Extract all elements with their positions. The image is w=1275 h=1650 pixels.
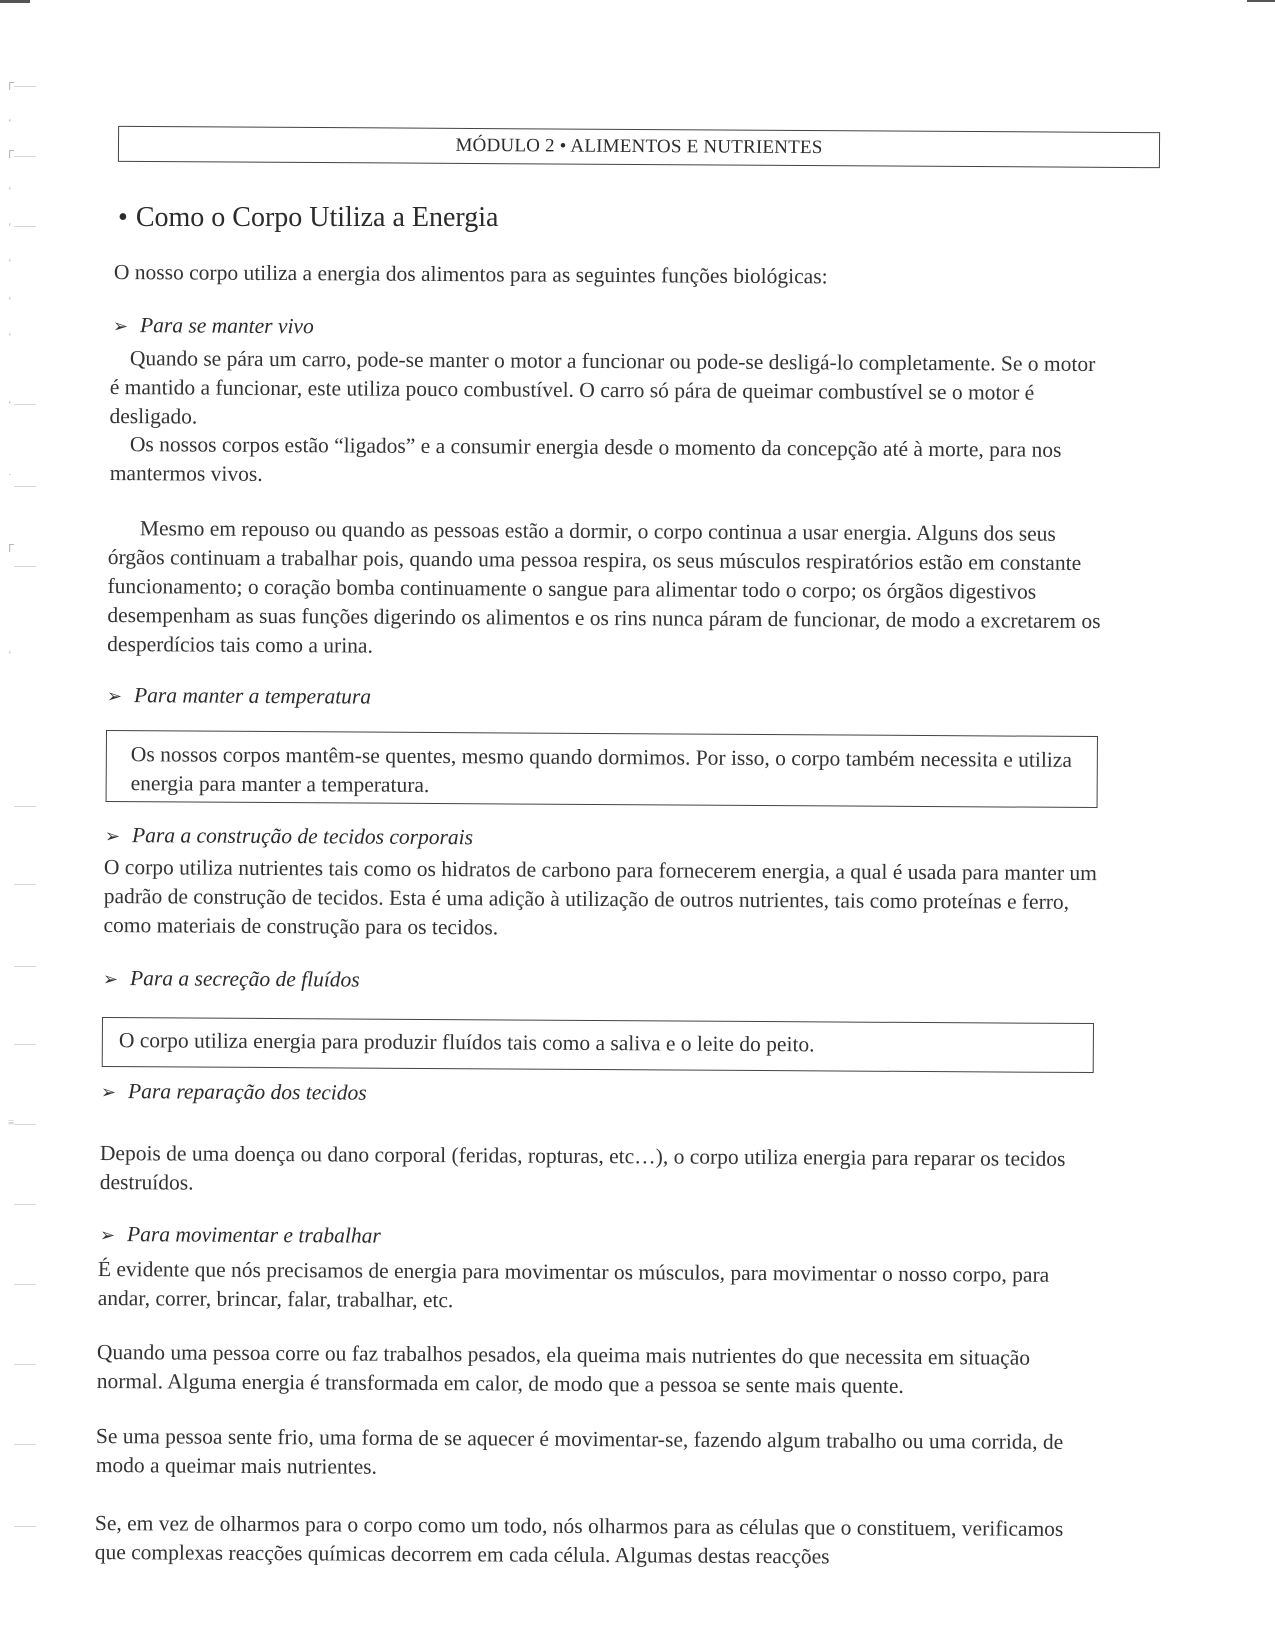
temperature-callout-box	[106, 730, 1098, 808]
subheading-movimentar-trabalhar: ➢ Para movimentar e trabalhar	[99, 1222, 381, 1248]
paragraph: Se, em vez de olharmos para o corpo como um todo, nós olharmos para as células que o constituem, verificamos que complexas reacções químicas decorrem em cada célula. Algumas destas reacções	[94, 1511, 1064, 1569]
paragraph: O corpo utiliza nutrientes tais como os hidratos de carbono para fornecerem energia, a qual é usada para manter um padrão de construção de tecidos. Esta é uma adição à utilização de outros nutrientes, tais como proteínas e ferro, como materiais de construção para os tecidos.	[103, 854, 1097, 940]
arrow-bullet-icon: ➢	[112, 315, 129, 337]
paragraph: Os nossos corpos estão “ligados” e a consumir energia desde o momento da concepção até à morte, para nos mantermos vivos.	[109, 432, 1062, 486]
paragraph: Quando uma pessoa corre ou faz trabalhos pesados, ela queima mais nutrientes do que necessita em situação normal. Alguma energia é transformada em calor, de modo que a pessoa se sente mais quente.	[96, 1340, 1031, 1398]
arrow-bullet-icon: ➢	[106, 685, 123, 707]
arrow-bullet-icon: ➢	[102, 968, 119, 990]
module-header-box	[118, 126, 1160, 168]
paragraph: Se uma pessoa sente frio, uma forma de se aquecer é movimentar-se, fazendo algum trabalho ou uma corrida, de modo a queimar mais nutrientes.	[95, 1424, 1064, 1479]
fluids-callout-box	[102, 1017, 1094, 1073]
section-title-text: Como o Corpo Utiliza a Energia	[135, 202, 499, 233]
arrow-bullet-icon: ➢	[100, 1082, 117, 1103]
section-title	[118, 202, 498, 234]
subheading-temperatura: ➢ Para manter a temperatura	[106, 683, 372, 709]
arrow-bullet-icon: ➢	[99, 1225, 116, 1246]
paragraph: Mesmo em repouso ou quando as pessoas estão a dormir, o corpo continua a usar energia. Alguns dos seus órgãos continuam a trabalhar pois, quando uma pessoa respira, os seus músculos respiratórios estão em constante funcionamento; o coração bomba continuamente o sangue para alimentar todo o corpo; os órgãos digestivos desempenham as suas funções digerindo os alimentos e os rins nunca páram de funcionar, de modo a excretarem os desperdícios tais como a urina.	[107, 516, 1101, 658]
paragraph: É evidente que nós precisamos de energia para movimentar os músculos, para movimentar o nosso corpo, para andar, correr, brincar, falar, trabalhar, etc.	[97, 1257, 1050, 1313]
paragraph: O corpo utiliza energia para produzir fluídos tais como a saliva e o leite do peito.	[118, 1028, 815, 1057]
paragraph: Quando se pára um carro, pode-se manter o motor a funcionar ou pode-se desligá-lo completamente. Se o motor é mantido a funcionar, este utiliza pouco combustível. O carro só pára de queimar combustível se o motor é desligado.	[109, 346, 1096, 429]
arrow-bullet-icon: ➢	[104, 825, 121, 847]
paragraph: Depois de uma doença ou dano corporal (feridas, ropturas, etc…), o corpo utiliza energia para reparar os tecidos destruídos.	[99, 1141, 1066, 1195]
paragraph: Os nossos corpos mantêm-se quentes, mesmo quando dormimos. Por isso, o corpo também necessita e utiliza energia para manter a temperatura.	[130, 742, 1072, 797]
module-title: MÓDULO 2 • ALIMENTOS E NUTRIENTES	[455, 134, 823, 159]
bullet-icon: •	[118, 202, 128, 233]
intro-paragraph: O nosso corpo utiliza a energia dos alimentos para as seguintes funções biológicas:	[113, 259, 828, 289]
binder-margin-marks: ᒥ ‘ ᒥ ‘ ‘ ‘ ‘ ‘ ‘ · ᒥ ‘ ≡	[0, 0, 40, 1650]
subheading-construcao-tecidos: ➢ Para a construção de tecidos corporais	[104, 823, 474, 850]
subheading-secrecao-fluidos: ➢ Para a secreção de fluídos	[102, 966, 360, 992]
subheading-reparacao-tecidos: ➢ Para reparação dos tecidos	[100, 1079, 367, 1105]
subheading-manter-vivo: ➢ Para se manter vivo	[112, 313, 314, 339]
scan-edge-mark	[1247, 0, 1275, 2]
